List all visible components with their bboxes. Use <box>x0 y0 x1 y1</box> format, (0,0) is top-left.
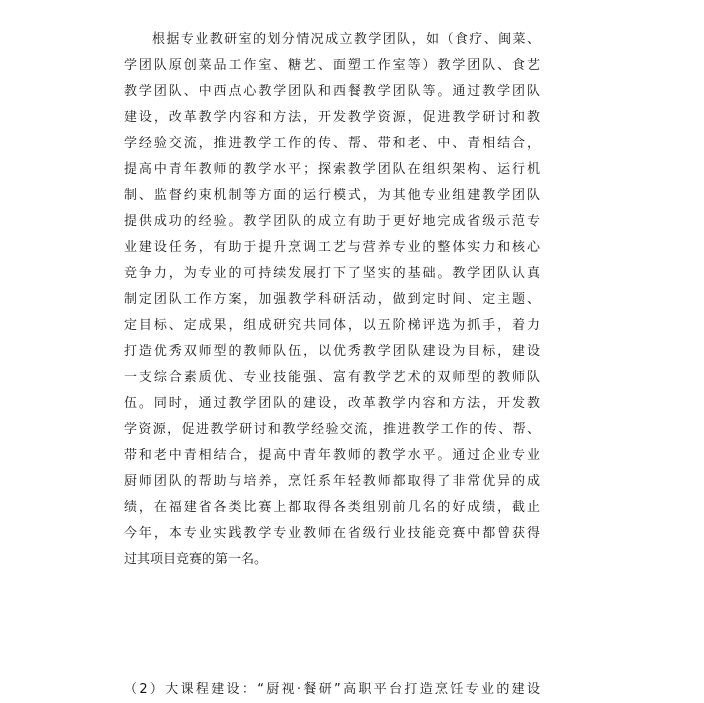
text-line: 制定团队工作方案，加强教学科研活动，做到定时间、定主题、 <box>124 292 540 307</box>
document-body <box>124 27 540 573</box>
text-line: 学经验交流，推进教学工作的传、帮、带和老、中、青相结合， <box>124 136 540 151</box>
text-line: 带和老中青相结合，提高中青年教师的教学水平。通过企业专业 <box>124 448 540 463</box>
text-line: 建设，改革教学内容和方法，开发教学资源，促进教学研讨和教 <box>124 110 540 125</box>
partial-next-line: （2）大课程建设：“厨视·餐研”高职平台打造烹饪专业的建设 <box>124 682 540 697</box>
text-line: 提供成功的经验。教学团队的成立有助于更好地完成省级示范专 <box>124 214 540 229</box>
text-line: 竞争力，为专业的可持续发展打下了坚实的基础。教学团队认真 <box>124 266 540 281</box>
text-line: 教学团队、中西点心教学团队和西餐教学团队等。通过教学团队 <box>124 84 540 99</box>
text-line: 绩，在福建省各类比赛上都取得各类组别前几名的好成绩，截止 <box>124 500 540 515</box>
text-line: 今年，本专业实践教学专业教师在省级行业技能竞赛中都曾获得 <box>124 526 540 541</box>
text-line: 厨师团队的帮助与培养，烹饪系年轻教师都取得了非常优异的成 <box>124 474 540 489</box>
text-line: 定目标、定成果，组成研究共同体，以五阶梯评选为抓手，着力 <box>124 318 540 333</box>
text-line: 一支综合素质优、专业技能强、富有教学艺术的双师型的教师队 <box>124 370 540 385</box>
text-line: 业建设任务，有助于提升烹调工艺与营养专业的整体实力和核心 <box>124 240 540 255</box>
text-line: 过其项目竞赛的第一名。 <box>124 552 268 567</box>
text-line: 根据专业教研室的划分情况成立教学团队，如（食疗、闽菜、 <box>152 32 540 47</box>
text-line: 打造优秀双师型的教师队伍，以优秀教学团队建设为目标，建设 <box>124 344 540 359</box>
text-line: 提高中青年教师的教学水平；探索教学团队在组织架构、运行机 <box>124 162 540 177</box>
text-line: 学资源，促进教学研讨和教学经验交流，推进教学工作的传、帮、 <box>124 422 540 437</box>
text-line: 伍。同时，通过教学团队的建设，改革教学内容和方法，开发教 <box>124 396 540 411</box>
text-line: 制、监督约束机制等方面的运行模式，为其他专业组建教学团队 <box>124 188 540 203</box>
text-line: 学团队原创菜品工作室、糖艺、面塑工作室等）教学团队、食艺 <box>124 58 540 73</box>
